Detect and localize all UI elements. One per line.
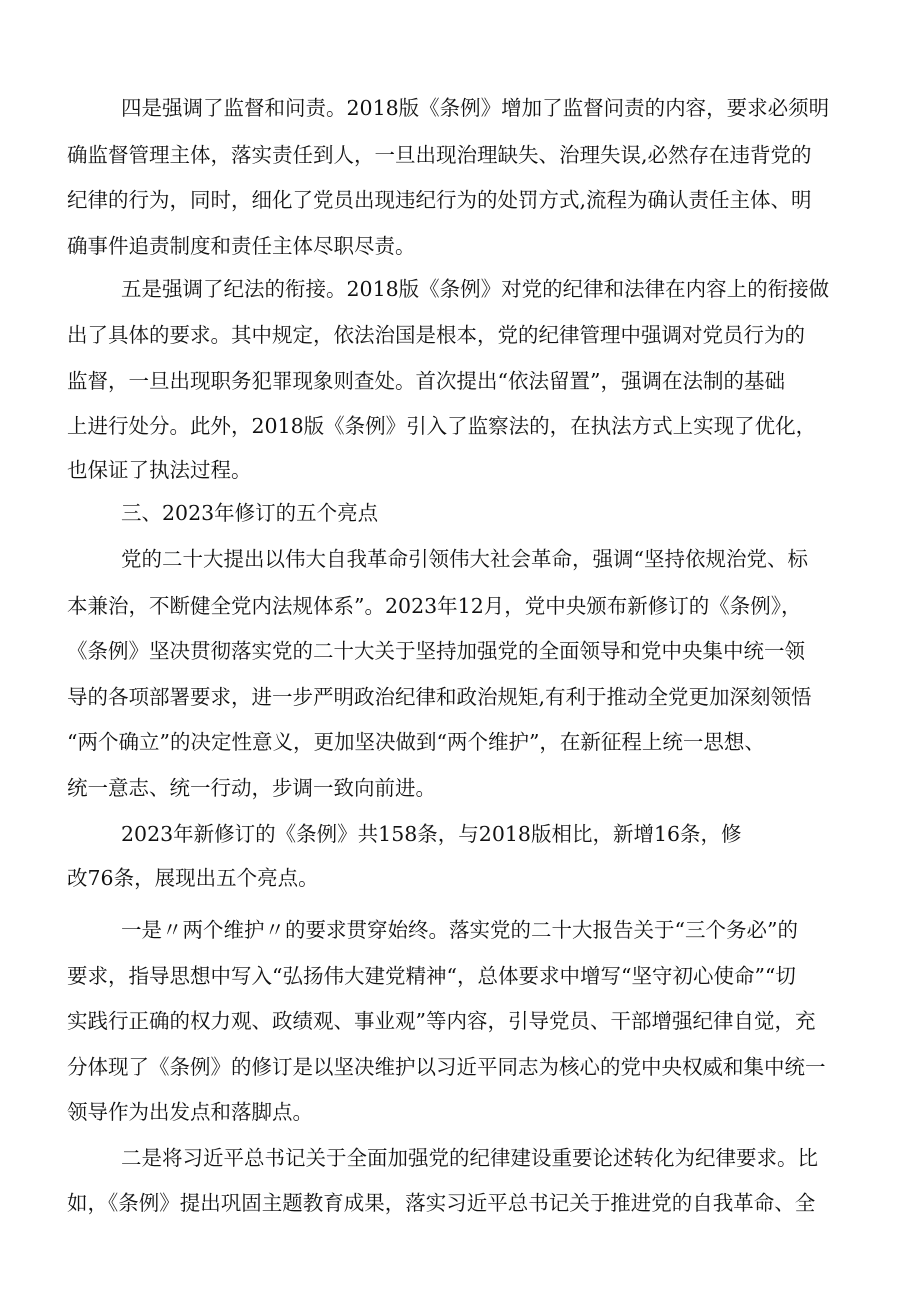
paragraph-line	[0, 912, 920, 948]
line-text: “两个确立”的决定性意义，更加坚决做到“两个维护”，在新征程上统一思想、	[67, 730, 765, 754]
paragraph-line	[0, 182, 920, 218]
line-text: 确事件追责制度和责任主体尽职尽责。	[67, 234, 416, 258]
paragraph-line	[0, 1003, 920, 1039]
paragraph-line	[0, 452, 920, 488]
line-text: 也保证了执法过程。	[67, 458, 252, 482]
line-text: 本兼治，不断健全党内法规体系”。2023年12月，党中央颁布新修订的《条例》，	[67, 594, 802, 618]
line-text: 确监督管理主体，落实责任到人，一旦出现治理缺失、治理失误,必然存在违背党的	[67, 143, 812, 167]
heading-text: 三、2023年修订的五个亮点	[121, 501, 379, 525]
paragraph-line	[0, 770, 920, 806]
line-text: 《条例》坚决贯彻落实党的二十大关于坚持加强党的全面领导和党中央集中统一领	[67, 639, 805, 663]
line-text: 二是将习近平总书记关于全面加强党的纪律建设重要论述转化为纪律要求。比	[121, 1146, 818, 1170]
paragraph-line	[0, 137, 920, 173]
paragraph-line	[0, 541, 920, 577]
line-text: 上进行处分。此外，2018版《条例》引入了监察法的，在执法方式上实现了优化，	[67, 414, 817, 438]
line-text: 2023年新修订的《条例》共158条，与2018版相比，新增16条，修	[121, 822, 742, 846]
paragraph-line	[0, 816, 920, 852]
paragraph-line	[0, 633, 920, 669]
paragraph-line	[0, 1094, 920, 1130]
paragraph-line	[0, 90, 920, 126]
paragraph-line	[0, 1140, 920, 1176]
line-text: 一是〃两个维护〃的要求贯穿始终。落实党的二十大报告关于“三个务必”的	[121, 918, 798, 942]
line-text: 分体现了《条例》的修订是以坚决维护以习近平同志为核心的党中央权威和集中统一	[67, 1055, 826, 1079]
paragraph-line	[0, 1049, 920, 1085]
line-text: 统一意志、统一行动，步调一致向前进。	[67, 776, 436, 800]
section-heading	[0, 495, 920, 531]
line-text: 领导作为出发点和落脚点。	[67, 1100, 313, 1124]
line-text: 改76条，展现出五个亮点。	[67, 866, 319, 890]
paragraph-line	[0, 588, 920, 624]
line-text: 四是强调了监督和问责。2018版《条例》增加了监督问责的内容，要求必须明	[121, 96, 830, 120]
paragraph-line	[0, 958, 920, 994]
line-text: 实践行正确的权力观、政绩观、事业观”等内容，引导党员、干部增强纪律自觉，充	[67, 1009, 816, 1033]
line-text: 纪律的行为，同时，细化了党员出现违纪行为的处罚方式,流程为确认责任主体、明	[67, 188, 812, 212]
paragraph-line	[0, 363, 920, 399]
line-text: 党的二十大提出以伟大自我革命引领伟大社会革命，强调“坚持依规治党、标	[121, 547, 808, 571]
paragraph-line	[0, 724, 920, 760]
paragraph-line	[0, 1185, 920, 1221]
paragraph-line	[0, 408, 920, 444]
line-text: 导的各项部署要求，进一步严明政治纪律和政治规矩,有利于推动全党更加深刻领悟	[67, 685, 812, 709]
paragraph-line	[0, 271, 920, 307]
paragraph-line	[0, 317, 920, 353]
paragraph-line	[0, 679, 920, 715]
line-text: 五是强调了纪法的衔接。2018版《条例》对党的纪律和法律在内容上的衔接做	[121, 277, 830, 301]
line-text: 要求，指导思想中写入“弘扬伟大建党精神“，总体要求中增写“坚守初心使命”“切	[67, 964, 796, 988]
line-text: 监督，一旦出现职务犯罪现象则查处。首次提出“依法留置”，强调在法制的基础	[67, 369, 785, 393]
paragraph-line	[0, 860, 920, 896]
paragraph-line	[0, 228, 920, 264]
line-text: 如，《条例》提出巩固主题教育成果，落实习近平总书记关于推进党的自我革命、全	[67, 1191, 816, 1215]
line-text: 出了具体的要求。其中规定，依法治国是根本，党的纪律管理中强调对党员行为的	[67, 323, 805, 347]
